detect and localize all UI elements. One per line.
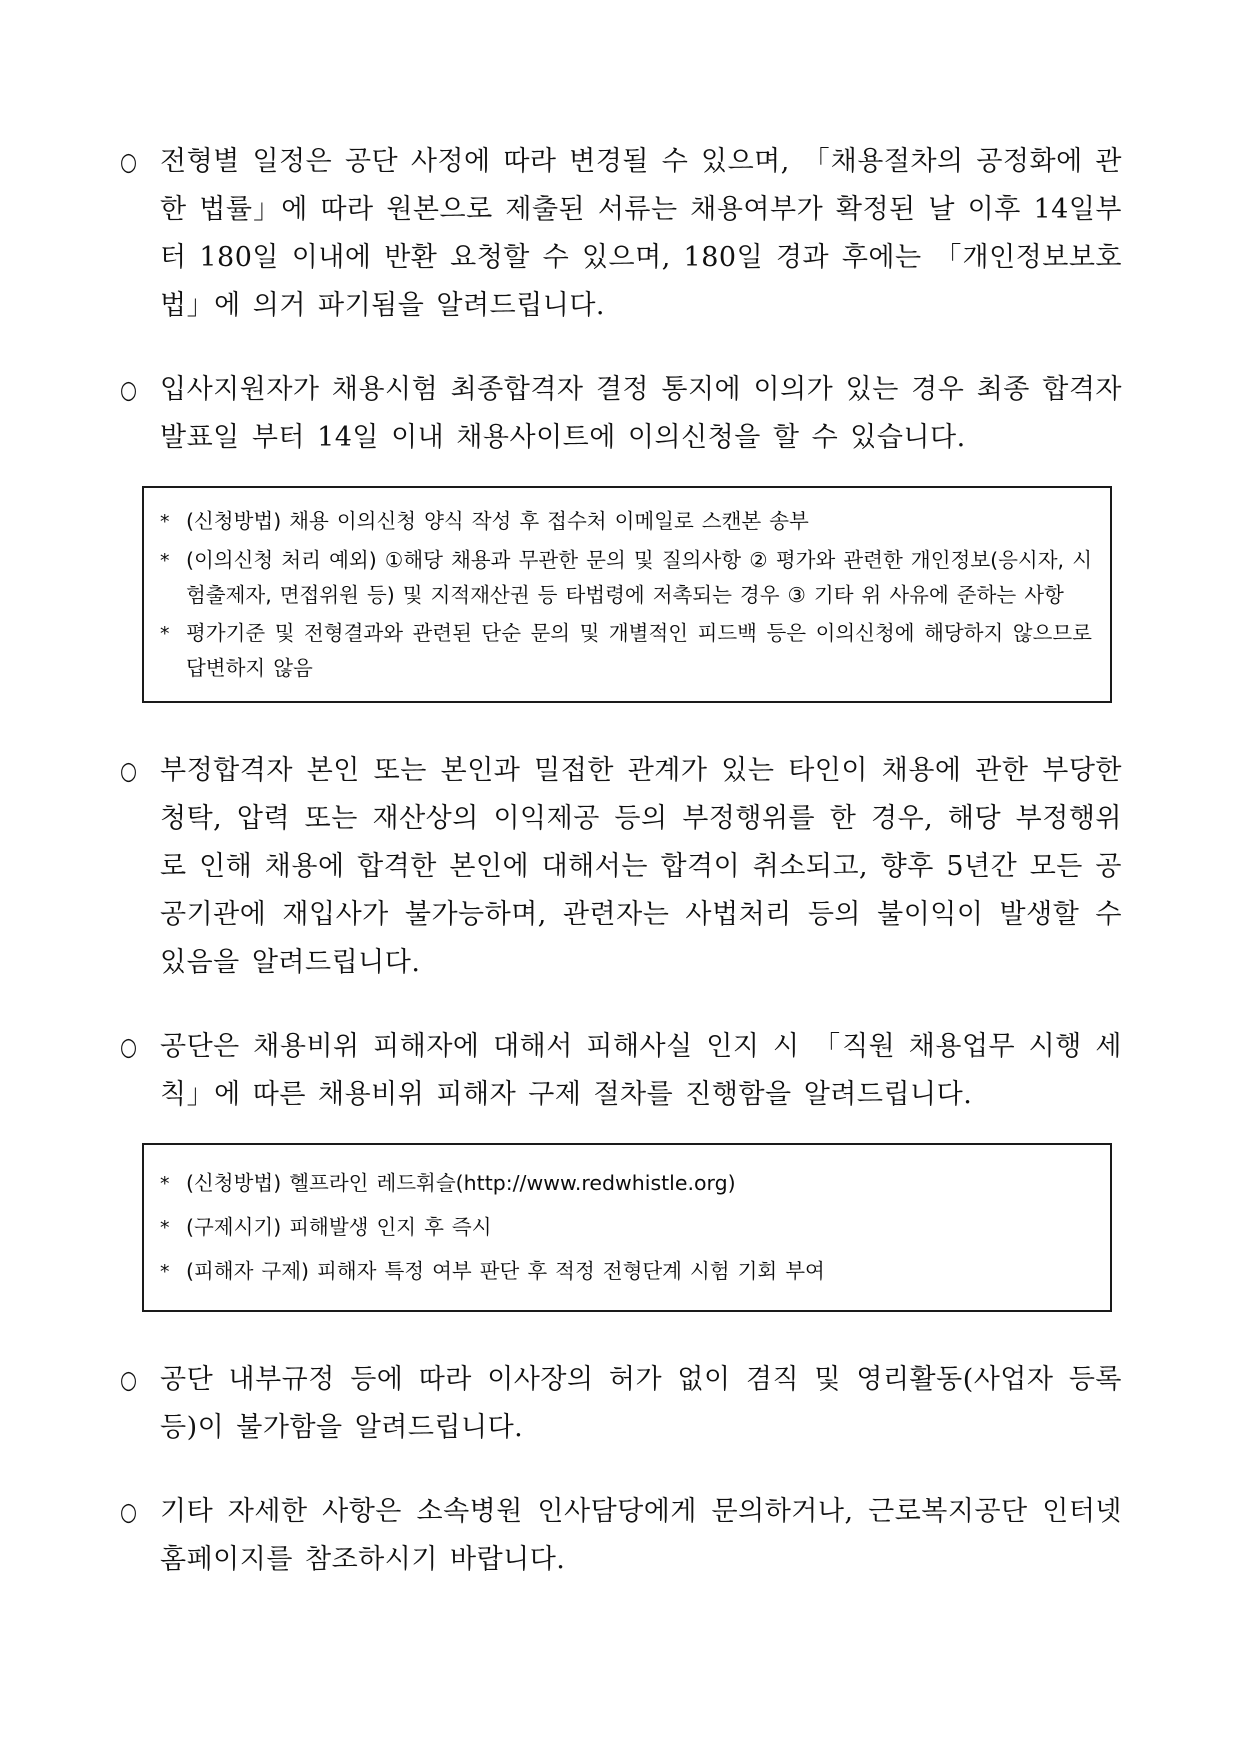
paragraph-schedule-change: [120, 138, 1122, 330]
note-item: [160, 504, 1092, 539]
asterisk-marker-icon: *: [160, 623, 170, 645]
asterisk-marker-icon: *: [160, 511, 170, 533]
note-item: [160, 1166, 1092, 1201]
note-text: (신청방법) 채용 이의신청 양식 작성 후 접수처 이메일로 스캔본 송부: [186, 509, 809, 533]
paragraph-further-inquiry: [120, 1488, 1122, 1584]
circle-bullet-icon: ○: [120, 147, 138, 176]
paragraph-text: 공단은 채용비위 피해자에 대해서 피해사실 인지 시 「직원 채용업무 시행 세칙」에 따른 채용비위 피해자 구제 절차를 진행함을 알려드립니다.: [160, 1031, 1122, 1110]
asterisk-marker-icon: *: [160, 1217, 170, 1239]
circle-bullet-icon: ○: [120, 1032, 138, 1061]
asterisk-marker-icon: *: [160, 1261, 170, 1283]
paragraph-text: 입사지원자가 채용시험 최종합격자 결정 통지에 이의가 있는 경우 최종 합격자 발표일 부터 14일 이내 채용사이트에 이의신청을 할 수 있습니다.: [160, 374, 1122, 453]
paragraph-text: 공단 내부규정 등에 따라 이사장의 허가 없이 겸직 및 영리활동(사업자 등록 등)이 불가함을 알려드립니다.: [160, 1364, 1122, 1443]
asterisk-marker-icon: *: [160, 1173, 170, 1195]
objection-note-box: [142, 486, 1112, 703]
circle-bullet-icon: ○: [120, 1365, 138, 1394]
note-item: [160, 616, 1092, 685]
paragraph-fraud-penalty: [120, 747, 1122, 987]
paragraph-objection-right: [120, 366, 1122, 462]
note-item: [160, 1210, 1092, 1245]
note-item: [160, 543, 1092, 612]
circle-bullet-icon: ○: [120, 1497, 138, 1526]
paragraph-side-job-restriction: [120, 1356, 1122, 1452]
paragraph-text: 전형별 일정은 공단 사정에 따라 변경될 수 있으며, 「채용절차의 공정화에 관한 법률」에 따라 원본으로 제출된 서류는 채용여부가 확정된 날 이후 14일부터 180일 이내에 반환 요청할 수 있으며, 180일 경과 후에는 「개인정보보호법」에 의거 파기됨을 알려드립니다.: [160, 146, 1122, 321]
note-text: (피해자 구제) 피해자 특정 여부 판단 후 적정 전형단계 시험 기회 부여: [186, 1259, 825, 1283]
paragraph-text: 부정합격자 본인 또는 본인과 밀접한 관계가 있는 타인이 채용에 관한 부당한 청탁, 압력 또는 재산상의 이익제공 등의 부정행위를 한 경우, 해당 부정행위로 인해 채용에 합격한 본인에 대해서는 합격이 취소되고, 향후 5년간 모든 공공기관에 재입사가 불가능하며, 관련자는 사법처리 등의 불이익이 발생할 수 있음을 알려드립니다.: [160, 755, 1122, 978]
note-text: (이의신청 처리 예외) ①해당 채용과 무관한 문의 및 질의사항 ② 평가와 관련한 개인정보(응시자, 시험출제자, 면접위원 등) 및 지적재산권 등 타법령에 저촉되는 경우 ③ 기타 위 사유에 준하는 사항: [186, 548, 1092, 607]
remedy-note-box: [142, 1143, 1112, 1312]
note-text: 평가기준 및 전형결과와 관련된 단순 문의 및 개별적인 피드백 등은 이의신청에 해당하지 않으므로 답변하지 않음: [186, 621, 1092, 680]
note-text: (구제시기) 피해발생 인지 후 즉시: [186, 1215, 492, 1239]
note-item: [160, 1254, 1092, 1289]
paragraph-victim-remedy: [120, 1023, 1122, 1119]
circle-bullet-icon: ○: [120, 375, 138, 404]
circle-bullet-icon: ○: [120, 756, 138, 785]
asterisk-marker-icon: *: [160, 550, 170, 572]
note-text: (신청방법) 헬프라인 레드휘슬(http://www.redwhistle.org): [186, 1171, 736, 1195]
paragraph-text: 기타 자세한 사항은 소속병원 인사담당에게 문의하거나, 근로복지공단 인터넷 홈페이지를 참조하시기 바랍니다.: [160, 1496, 1122, 1575]
